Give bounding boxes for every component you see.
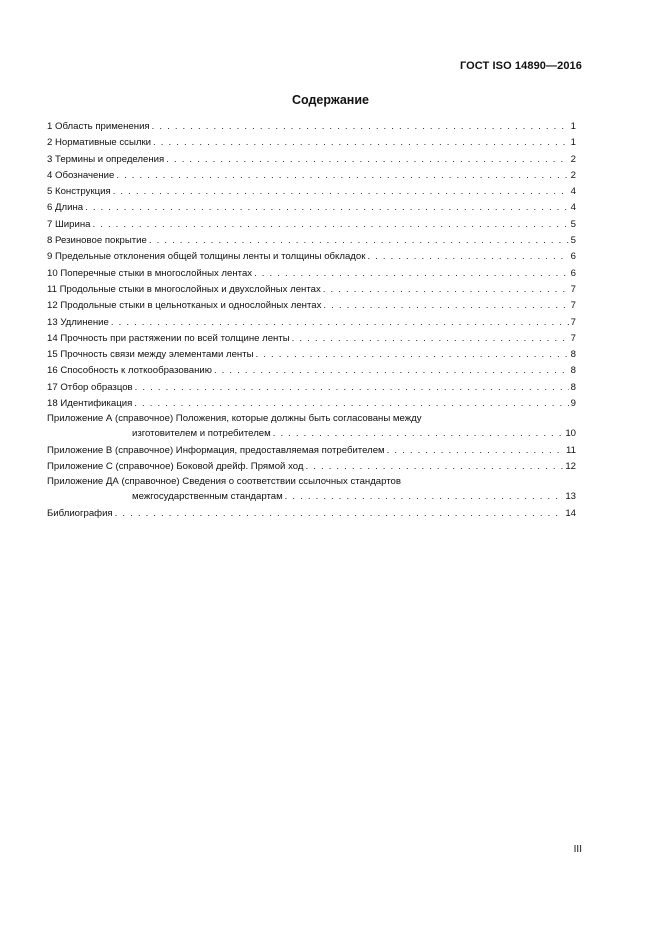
- toc-leader-dots: [256, 347, 569, 363]
- toc-entry[interactable]: [47, 282, 576, 298]
- toc-entry-title-line1: Приложение А (справочное) Положения, которые должны быть согласованы между: [47, 413, 422, 425]
- toc-leader-dots: [323, 298, 568, 314]
- toc-entry-page: 7: [570, 283, 576, 295]
- toc-leader-dots: [285, 489, 564, 506]
- toc-leader-dots: [306, 459, 564, 475]
- toc-entry-title: 17 Отбор образцов: [47, 381, 133, 393]
- toc-entry[interactable]: [47, 135, 576, 151]
- toc-entry[interactable]: [47, 315, 576, 331]
- toc-entry[interactable]: [47, 363, 576, 379]
- toc-entry-page: 7: [570, 332, 576, 344]
- toc-entry-title: 18 Идентификация: [47, 398, 133, 410]
- toc-entry-title: 11 Продольные стыки в многослойных и двухслойных лентах: [47, 283, 321, 295]
- toc-entry[interactable]: [47, 152, 576, 168]
- toc-entry-title: 13 Удлинение: [47, 316, 109, 328]
- toc-entry-title: 5 Конструкция: [47, 186, 111, 198]
- toc-entry-title: 12 Продольные стыки в цельнотканых и однослойных лентах: [47, 300, 322, 312]
- toc-leader-dots: [116, 168, 568, 184]
- page-number: III: [573, 844, 582, 855]
- toc-entry-title-line1: Приложение ДА (справочное) Сведения о соответствии ссылочных стандартов: [47, 476, 401, 488]
- toc-entry[interactable]: [47, 200, 576, 216]
- toc-leader-dots: [323, 282, 569, 298]
- toc-entry-page: 4: [570, 186, 576, 198]
- toc-leader-dots: [153, 135, 569, 151]
- toc-entry-title: 10 Поперечные стыки в многослойных лентах: [47, 267, 253, 279]
- toc-leader-dots: [149, 233, 569, 249]
- toc-entry-page: 8: [570, 365, 576, 377]
- toc-entry-page: 2: [570, 153, 576, 165]
- toc-entry-title: Приложение С (справочное) Боковой дрейф. Прямой ход: [47, 461, 304, 473]
- toc-entry-page: 12: [565, 461, 576, 473]
- toc-leader-dots: [113, 184, 569, 200]
- toc-entry-title: изготовителем и потребителем: [132, 428, 271, 440]
- toc-leader-dots: [166, 152, 568, 168]
- table-of-contents: [47, 119, 576, 522]
- toc-leader-dots: [92, 217, 568, 233]
- toc-entry-appendix-a[interactable]: [47, 412, 576, 443]
- toc-leader-dots: [367, 249, 568, 265]
- toc-entry[interactable]: [47, 380, 576, 396]
- toc-leader-dots: [214, 363, 569, 379]
- toc-entry-title: 15 Прочность связи между элементами ленты: [47, 349, 254, 361]
- toc-leader-dots: [292, 331, 569, 347]
- toc-entry-page: 7: [570, 300, 576, 312]
- toc-entry-page: 8: [570, 381, 576, 393]
- toc-entry-page: 1: [570, 137, 576, 149]
- toc-entry-page: 14: [565, 507, 576, 519]
- toc-entry-title: 9 Предельные отклонения общей толщины ленты и толщины обкладок: [47, 251, 366, 263]
- standard-code: ГОСТ ISO 14890—2016: [459, 60, 582, 72]
- toc-title: Содержание: [291, 93, 369, 107]
- toc-entry[interactable]: [47, 396, 576, 412]
- toc-entry-title: Библиография: [47, 507, 113, 519]
- toc-entry-page: 6: [570, 251, 576, 263]
- toc-entry-title: 16 Способность к лоткообразованию: [47, 365, 212, 377]
- toc-entry-title: 1 Область применения: [47, 121, 150, 132]
- toc-entry-page: 1: [570, 121, 576, 132]
- toc-entry-title: межгосударственным стандартам: [132, 491, 283, 503]
- toc-entry[interactable]: [47, 168, 576, 184]
- toc-entry-page: 5: [570, 235, 576, 247]
- toc-entry-page: 13: [565, 491, 576, 503]
- toc-entry-page: 8: [570, 349, 576, 361]
- toc-entry-appendix-c[interactable]: [47, 459, 576, 475]
- toc-entry-title: 2 Нормативные ссылки: [47, 137, 152, 149]
- toc-entry-page: 11: [566, 444, 576, 456]
- toc-entry-title: 6 Длина: [47, 202, 84, 214]
- toc-entry-page: 5: [570, 218, 576, 230]
- toc-entry-title: Приложение В (справочное) Информация, предоставляемая потребителем: [47, 444, 385, 456]
- toc-leader-dots: [135, 380, 569, 396]
- toc-entry-page: 7: [570, 316, 576, 328]
- toc-entry-page: 9: [570, 398, 576, 410]
- toc-entry-page: 6: [570, 267, 576, 279]
- toc-entry-title: 8 Резиновое покрытие: [47, 235, 147, 247]
- toc-entry[interactable]: [47, 217, 576, 233]
- toc-entry[interactable]: [47, 233, 576, 249]
- toc-entry[interactable]: [47, 184, 576, 200]
- toc-leader-dots: [273, 426, 564, 443]
- toc-entry-bibliography[interactable]: [47, 506, 576, 522]
- toc-entry-appendix-da[interactable]: [47, 475, 576, 506]
- toc-entry-title: 14 Прочность при растяжении по всей толщине ленты: [47, 332, 290, 344]
- toc-leader-dots: [134, 396, 568, 412]
- toc-entry-page: 4: [570, 202, 576, 214]
- toc-entry-title: 7 Ширина: [47, 218, 91, 230]
- toc-leader-dots: [387, 443, 564, 459]
- toc-entry-appendix-b[interactable]: [47, 443, 576, 459]
- toc-leader-dots: [85, 200, 569, 216]
- toc-leader-dots: [254, 266, 569, 282]
- toc-entry-title: 4 Обозначение: [47, 169, 115, 181]
- toc-entry[interactable]: [47, 331, 576, 347]
- toc-entry[interactable]: [47, 298, 576, 314]
- toc-entry[interactable]: [47, 119, 576, 135]
- toc-leader-dots: [111, 315, 569, 331]
- toc-entry-page: 10: [565, 428, 576, 440]
- toc-entry[interactable]: [47, 347, 576, 363]
- toc-entry[interactable]: [47, 249, 576, 265]
- toc-entry[interactable]: [47, 266, 576, 282]
- toc-entry-page: 2: [570, 169, 576, 181]
- toc-leader-dots: [152, 119, 569, 135]
- toc-leader-dots: [115, 506, 564, 522]
- toc-entry-title: 3 Термины и определения: [47, 153, 165, 165]
